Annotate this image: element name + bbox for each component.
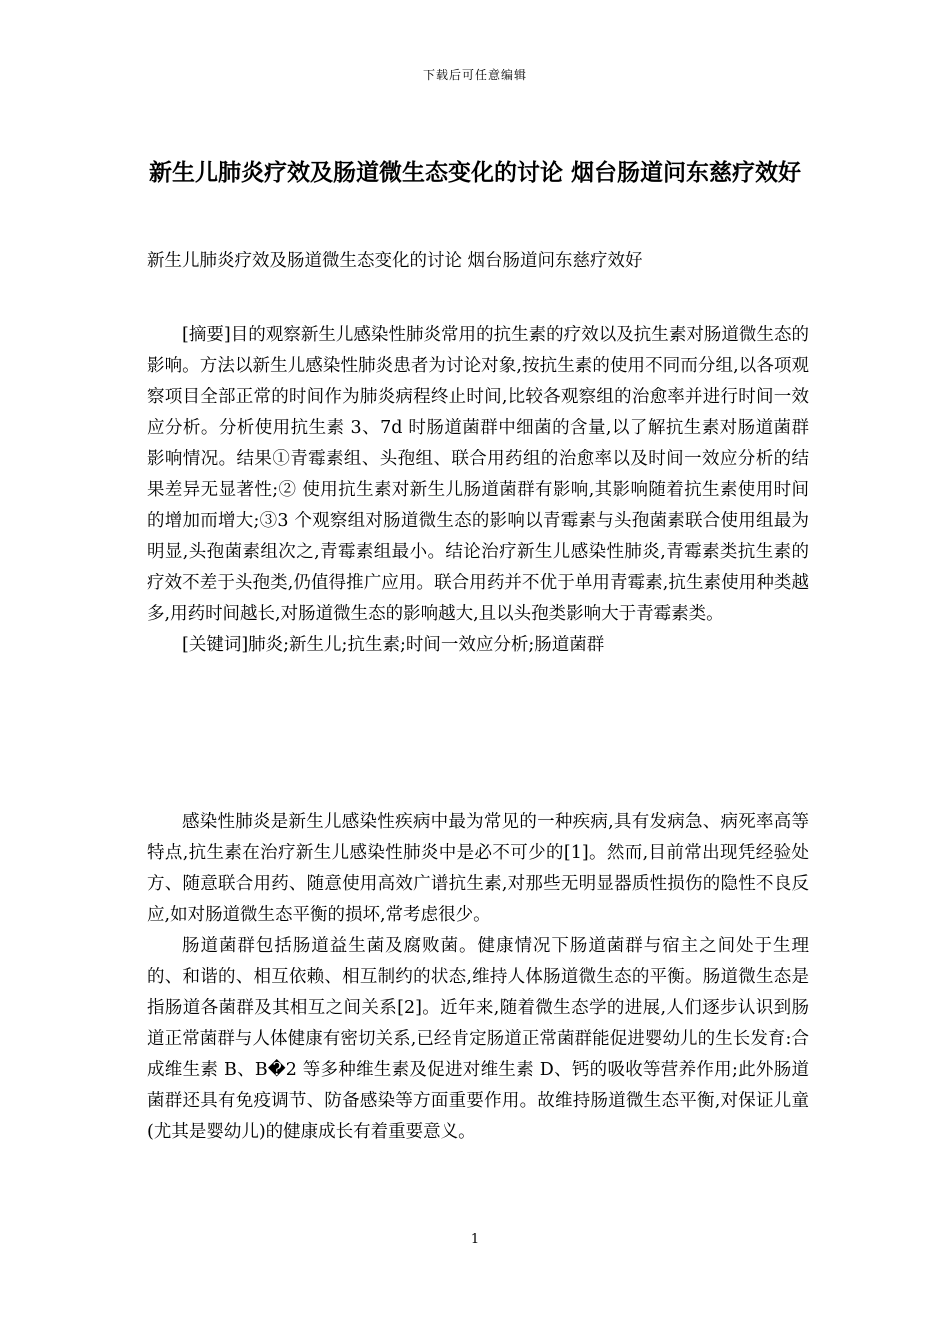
- abstract-paragraph: [摘要]目的观察新生儿感染性肺炎常用的抗生素的疗效以及抗生素对肠道微生态的影响。方法以新生儿感染性肺炎患者为讨论对象,按抗生素的使用不同而分组,以各项观察项目全部正常的时间作为肺炎病程终止时间,比较各观察组的治愈率并进行时间一效应分析。分析使用抗生素 3、7d 时肠道菌群中细菌的含量,以了解抗生素对肠道菌群影响情况。结果①青霉素组、头孢组、联合用药组的治愈率以及时间一效应分析的结果差异无显著性;② 使用抗生素对新生儿肠道菌群有影响,其影响随着抗生素使用时间的增加而增大;③3 个观察组对肠道微生态的影响以青霉素与头孢菌素联合使用组最为明显,头孢菌素组次之,青霉素组最小。结论治疗新生儿感染性肺炎,青霉素类抗生素的疗效不差于头孢类,仍值得推广应用。联合用药并不优于单用青霉素,抗生素使用种类越多,用药时间越长,对肠道微生态的影响越大,且以头孢类影响大于青霉素类。: [147, 325, 809, 624]
- document-title: 新生儿肺炎疗效及肠道微生态变化的讨论 烟台肠道问东慈疗效好: [148, 160, 801, 186]
- body-paragraph-1: 感染性肺炎是新生儿感染性疾病中最为常见的一种疾病,具有发病急、病死率高等特点,抗生素在治疗新生儿感染性肺炎中是必不可少的[1]。然而,目前常出现凭经验处方、随意联合用药、随意使用高效广谱抗生素,对那些无明显器质性损伤的隐性不良反应,如对肠道微生态平衡的损坏,常考虑很少。: [147, 812, 809, 925]
- introduction-section: [147, 807, 809, 1148]
- page-number: 1: [470, 1232, 480, 1247]
- abstract-section: [147, 320, 809, 661]
- header-note: 下载后可任意编辑: [422, 68, 527, 82]
- body-paragraph-2: 肠道菌群包括肠道益生菌及腐败菌。健康情况下肠道菌群与宿主之间处于生理的、和谐的、相互依赖、相互制约的状态,维持人体肠道微生态的平衡。肠道微生态是指肠道各菌群及其相互之间关系[2]。近年来,随着微生态学的进展,人们逐步认识到肠道正常菌群与人体健康有密切关系,已经肯定肠道正常菌群能促进婴幼儿的生长发育:合成维生素 B、B�2 等多种维生素及促进对维生素 D、钙的吸收等营养作用;此外肠道菌群还具有免疫调节、防备感染等方面重要作用。故维持肠道微生态平衡,对保证儿童(尤其是婴幼儿)的健康成长有着重要意义。: [147, 936, 809, 1142]
- keywords-paragraph: [关键词]肺炎;新生儿;抗生素;时间一效应分析;肠道菌群: [182, 635, 605, 655]
- document-subtitle: 新生儿肺炎疗效及肠道微生态变化的讨论 烟台肠道问东慈疗效好: [147, 251, 643, 271]
